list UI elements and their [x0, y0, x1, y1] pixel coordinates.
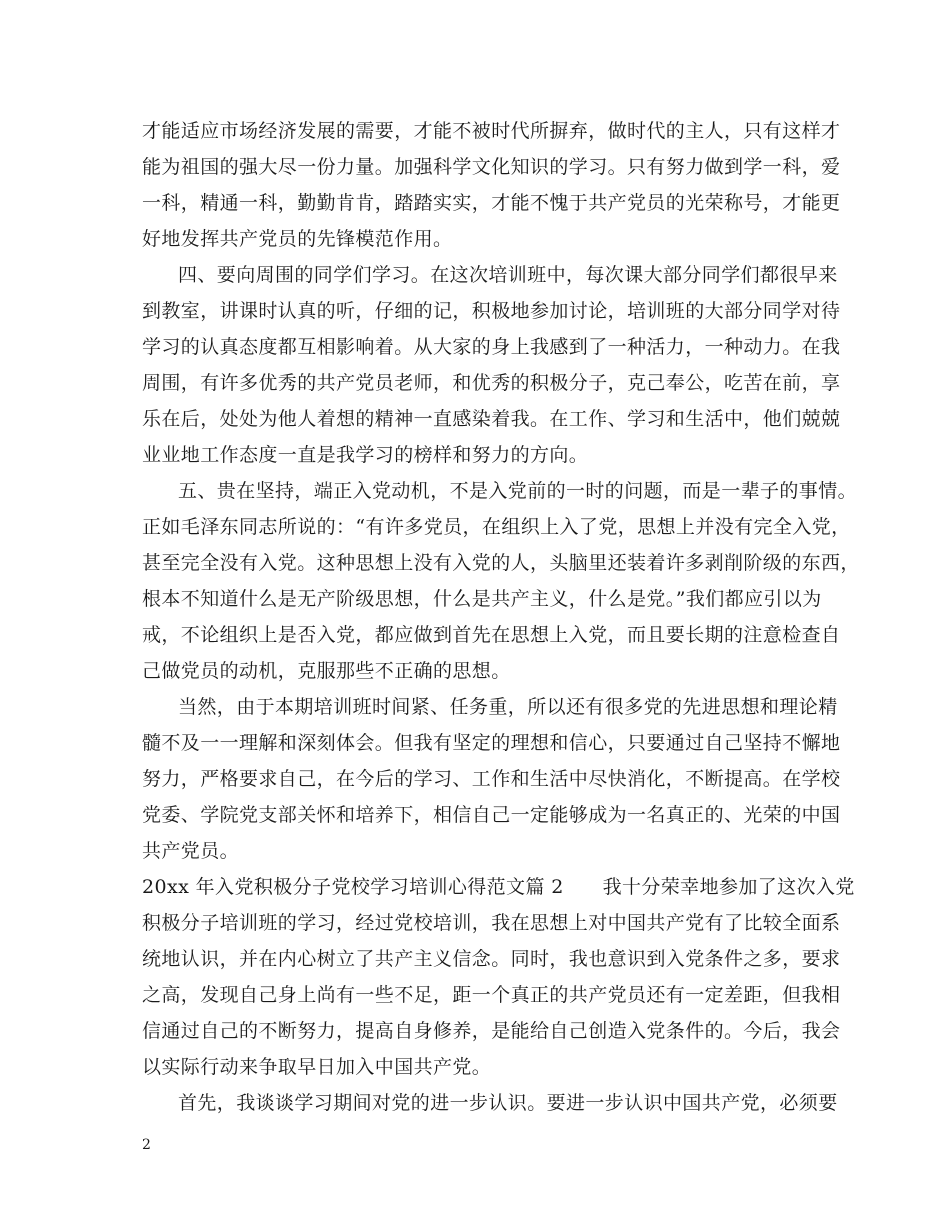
text-line: 共产党员。 [142, 840, 240, 862]
text-line: 统地认识，并在内心树立了共产主义信念。同时，我也意识到入党条件之多，要求 [142, 948, 841, 970]
text-line: 学习的认真态度都互相影响着。从大家的身上我感到了一种活力，一种动力。在我 [142, 336, 841, 358]
text-line: 以实际行动来争取早日加入中国共产党。 [142, 1056, 492, 1078]
text-line: 之高，发现自己身上尚有一些不足，距一个真正的共产党员还有一定差距，但我相 [142, 984, 841, 1006]
text-line: 周围，有许多优秀的共产党员老师，和优秀的积极分子，克己奉公，吃苦在前，享 [142, 372, 841, 394]
text-line: 甚至完全没有入党。这种思想上没有入党的人，头脑里还装着许多剥削阶级的东西， [142, 552, 860, 574]
text-line: 才能适应市场经济发展的需要，才能不被时代所摒弃，做时代的主人，只有这样才 [142, 120, 841, 142]
text-line: 乐在后，处处为他人着想的精神一直感染着我。在工作、学习和生活中，他们兢兢 [142, 408, 841, 430]
text-line: 根本不知道什么是无产阶级思想，什么是共产主义，什么是党。”我们都应引以为 [142, 588, 822, 610]
text-line: 己做党员的动机，克服那些不正确的思想。 [142, 660, 511, 682]
section-heading-line: 20xx 年入党积极分子党校学习培训心得范文篇 2 我十分荣幸地参加了这次入党 [142, 876, 855, 898]
text-line: 积极分子培训班的学习，经过党校培训，我在思想上对中国共产党有了比较全面系 [142, 912, 841, 934]
text-line: 正如毛泽东同志所说的：“有许多党员，在组织上入了党，思想上并没有完全入党， [142, 516, 851, 538]
paragraph-start-line: 首先，我谈谈学习期间对党的进一步认识。要进一步认识中国共产党，必须要 [178, 1092, 838, 1114]
text-line: 髓不及一一理解和深刻体会。但我有坚定的理想和信心，只要通过自己坚持不懈地 [142, 732, 841, 754]
paragraph-start-line: 五、贵在坚持，端正入党动机，不是入党前的一时的问题，而是一辈子的事情。 [178, 480, 858, 502]
text-line: 一科，精通一科，勤勤肯肯，踏踏实实，才能不愧于共产党员的光荣称号，才能更 [142, 192, 841, 214]
text-line: 信通过自己的不断努力，提高自身修养，是能给自己创造入党条件的。今后，我会 [142, 1020, 841, 1042]
page-number: 2 [142, 1137, 151, 1153]
text-line: 到教室，讲课时认真的听，仔细的记，积极地参加讨论，培训班的大部分同学对待 [142, 300, 841, 322]
text-line: 好地发挥共产党员的先锋模范作用。 [142, 228, 453, 250]
text-line: 努力，严格要求自己，在今后的学习、工作和生活中尽快消化，不断提高。在学校 [142, 768, 841, 790]
text-line: 能为祖国的强大尽一份力量。加强科学文化知识的学习。只有努力做到学一科，爱 [142, 156, 841, 178]
paragraph-start-line: 当然，由于本期培训班时间紧、任务重，所以还有很多党的先进思想和理论精 [178, 696, 838, 718]
text-line: 业业地工作态度一直是我学习的榜样和努力的方向。 [142, 444, 589, 466]
text-line: 戒，不论组织上是否入党，都应做到首先在思想上入党，而且要长期的注意检查自 [142, 624, 841, 646]
paragraph-start-line: 四、要向周围的同学们学习。在这次培训班中，每次课大部分同学们都很早来 [178, 264, 838, 286]
text-line: 党委、学院党支部关怀和培养下，相信自己一定能够成为一名真正的、光荣的中国 [142, 804, 841, 826]
